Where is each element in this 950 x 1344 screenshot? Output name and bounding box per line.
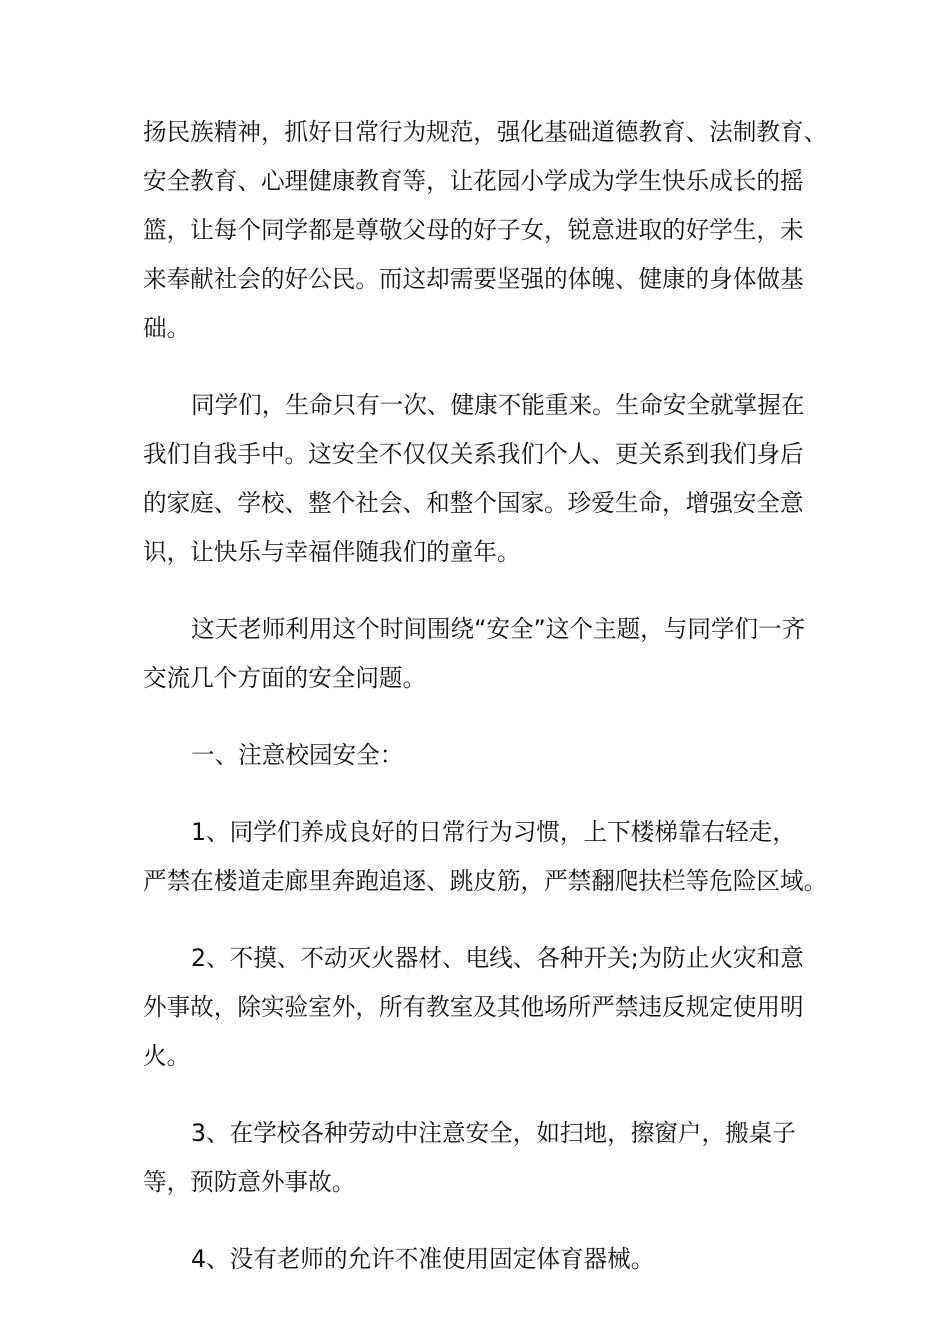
text-line: 同学们，生命只有一次、健康不能重来。生命安全就掌握在 — [191, 391, 805, 419]
text-line: 3、在学校各种劳动中注意安全，如扫地，擦窗户，搬桌子 — [191, 1119, 796, 1147]
section-heading-campus-safety — [143, 731, 807, 780]
text-line: 来奉献社会的好公民。而这却需要坚强的体魄、健康的身体做基 — [143, 265, 804, 293]
text-line: 1、同学们养成良好的日常行为习惯，上下楼梯靠右轻走， — [191, 818, 796, 846]
paragraph-topic-intro — [143, 605, 807, 703]
text-line: 我们自我手中。这安全不仅仅关系我们个人、更关系到我们身后 — [143, 440, 804, 468]
paragraph-life-safety — [143, 381, 807, 577]
text-line: 4、没有老师的允许不准使用固定体育器械。 — [191, 1245, 655, 1273]
text-line: 础。 — [143, 314, 191, 342]
text-line: 识，让快乐与幸福伴随我们的童年。 — [143, 538, 521, 566]
text-line: 安全教育、心理健康教育等，让花园小学成为学生快乐成长的摇 — [143, 167, 804, 195]
text-line: 交流几个方面的安全问题。 — [143, 664, 427, 692]
text-line: 扬民族精神，抓好日常行为规范，强化基础道德教育、法制教育、 — [143, 118, 828, 146]
text-line: 严禁在楼道走廊里奔跑追逐、跳皮筋，严禁翻爬扶栏等危险区域。 — [143, 867, 828, 895]
text-line: 火。 — [143, 1042, 191, 1070]
text-line: 外事故，除实验室外，所有教室及其他场所严禁违反规定使用明 — [143, 993, 804, 1021]
text-line: 篮，让每个同学都是尊敬父母的好子女，锐意进取的好学生，未 — [143, 216, 804, 244]
text-line: 等，预防意外事故。 — [143, 1168, 356, 1196]
text-line: 一、注意校园安全： — [191, 741, 404, 769]
list-item-1 — [143, 808, 828, 906]
text-line: 这天老师利用这个时间围绕“安全”这个主题，与同学们一齐 — [191, 615, 806, 643]
list-item-3 — [143, 1109, 807, 1207]
paragraph-intro-continued — [143, 108, 828, 353]
text-line: 2、不摸、不动灭火器材、电线、各种开关;为防止火灾和意 — [191, 944, 804, 972]
list-item-4 — [143, 1235, 807, 1284]
list-item-2 — [143, 934, 807, 1081]
document-page — [143, 108, 828, 1312]
text-line: 的家庭、学校、整个社会、和整个国家。珍爱生命，增强安全意 — [143, 489, 804, 517]
